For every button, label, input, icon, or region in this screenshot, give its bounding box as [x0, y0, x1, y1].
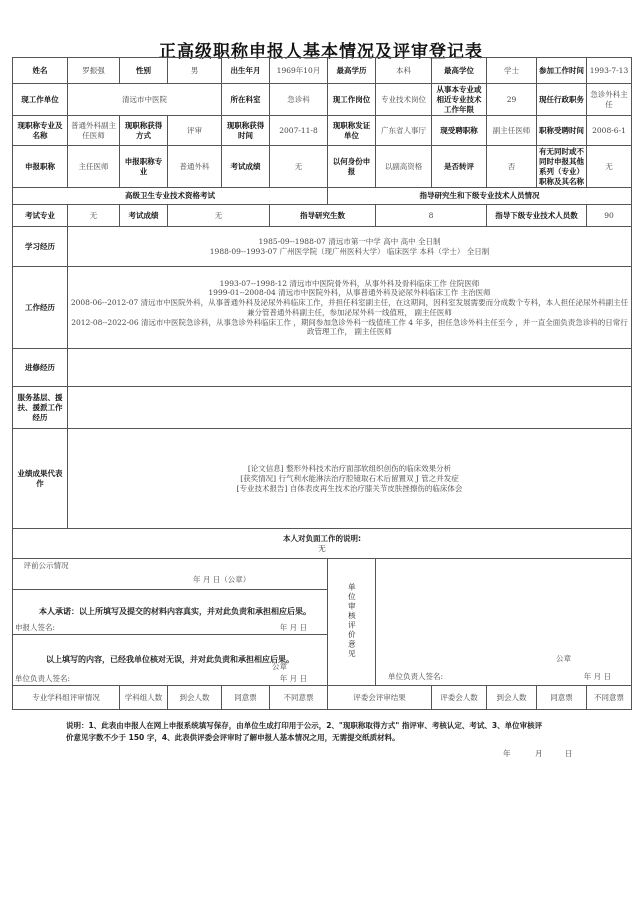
promise-date: 年 月 日	[279, 622, 307, 632]
unit-label: 现工作单位	[13, 84, 68, 116]
bottom-date-day: 日	[565, 749, 573, 758]
hired-title-label: 现受聘职称	[432, 116, 487, 146]
degree-label: 最高学位	[432, 58, 487, 84]
issuer-label: 现职称发证单位	[328, 116, 376, 146]
hired-time-label: 职称受聘时间	[537, 116, 587, 146]
negative-value: 无	[318, 543, 326, 553]
education-label: 最高学历	[328, 58, 376, 84]
row-basic-4	[13, 146, 632, 188]
identity-label: 以何身份申报	[328, 146, 376, 188]
work-line: 1993-07--1998-12 清远市中医院骨外科，从事外科及骨科临床工作 住院医师	[219, 278, 480, 288]
public-label: 评前公示情况	[23, 561, 69, 571]
years-label: 从事本专业或相近专业技术工作年限	[432, 84, 487, 116]
unit-review-label: 单位审核评价意见	[328, 559, 376, 686]
unit-review-signer: 单位负责人签名:	[388, 671, 444, 681]
unit-review-date: 年 月 日	[583, 671, 611, 681]
exam-score-label: 考试成绩	[120, 205, 168, 227]
achievement-line: [论文信息] 整形外科技术治疗面部软组织创伤的临床效果分析	[247, 464, 452, 474]
row-committee	[13, 686, 632, 710]
row-basic-1	[13, 58, 632, 84]
negative-content	[13, 529, 632, 559]
identity-value: 以副高资格	[376, 146, 432, 188]
unit-review-seal: 公章	[556, 653, 571, 663]
verify-date: 年 月 日	[279, 673, 307, 683]
public-date: 年 月 日（公章）	[193, 575, 251, 585]
promise-text: 本人承诺：以上所填写及提交的材料内容真实，并对此负责和承担相应后果。	[39, 607, 311, 617]
exam-value: 无	[270, 146, 328, 188]
work-line: 2008-06--2012-07 清远市中医院外科，从事普通外科及泌尿外科临床工作，并担任科室副主任，在这期间，因科室发展需要而分成数个专科，本人担任泌尿外科副主任兼分管普通外科副主任，参加泌尿外科一线值班， 副主任医师	[70, 298, 629, 317]
group-members: 学科组人数	[120, 686, 168, 710]
panel-review-label: 评委会评审结果	[328, 686, 432, 710]
unit-review-content	[376, 559, 632, 686]
transfer-value: 否	[487, 146, 537, 188]
verify-signer: 单位负责人签名:	[15, 673, 71, 683]
work-start-label: 参加工作时间	[537, 58, 587, 84]
group-agree: 同意票	[222, 686, 270, 710]
obtain-method-value: 评审	[168, 116, 222, 146]
obtain-method-label: 现职称获得方式	[120, 116, 168, 146]
group-present: 到会人数	[168, 686, 222, 710]
row-study	[13, 227, 632, 267]
junior-count-label: 指导下级专业技术人员数	[487, 205, 587, 227]
admin-value: 急诊外科主任	[587, 84, 632, 116]
panel-members: 评委会人数	[432, 686, 487, 710]
admin-label: 现任行政职务	[537, 84, 587, 116]
gender-label: 性别	[120, 58, 168, 84]
training-content	[68, 349, 632, 387]
post-label: 现工作岗位	[328, 84, 376, 116]
verify-content	[13, 635, 328, 686]
group-disagree: 不同意票	[270, 686, 328, 710]
post-value: 专业技术岗位	[376, 84, 432, 116]
notes-line-2: 价意见字数不少于 150 字，4、此表供评委会评审时了解申报人基本情况之用，无需提交纸质材料。	[66, 732, 400, 742]
exam-score-value: 无	[168, 205, 270, 227]
row-achievement	[13, 429, 632, 529]
work-start-value: 1993-7-13	[587, 58, 632, 84]
promise-signer: 申报人签名:	[15, 622, 56, 632]
degree-value: 学士	[487, 58, 537, 84]
bottom-date-month: 月	[535, 749, 543, 758]
public-content	[13, 559, 328, 590]
apply-major-value: 普通外科	[168, 146, 222, 188]
form-title: 正高级职称申报人基本情况及评审登记表	[159, 42, 483, 62]
achievement-label: 业绩成果代表作	[13, 429, 68, 529]
work-line: 1999-01--2008-04 清远市中医院外科，从事普通外科及泌尿外科临床工作 主治医师	[208, 288, 491, 298]
hired-title-value: 副主任医师	[487, 116, 537, 146]
other-series-label: 有无同时或不同时申报其他系列（专业）职称及其名称	[537, 146, 587, 188]
apply-major-label: 申报职称专业	[120, 146, 168, 188]
apply-title-label: 申报职称	[13, 146, 68, 188]
panel-agree: 同意票	[537, 686, 587, 710]
junior-count-value: 90	[587, 205, 632, 227]
dept-value: 急诊科	[270, 84, 328, 116]
row-basic-3	[13, 116, 632, 146]
achievement-content	[68, 429, 632, 529]
row-work	[13, 267, 632, 349]
exam-major-value: 无	[68, 205, 120, 227]
exam-major-label: 考试专业	[13, 205, 68, 227]
row-exam-guidance	[13, 205, 632, 227]
panel-disagree: 不同意票	[587, 686, 632, 710]
birth-value: 1969年10月	[270, 58, 328, 84]
exam-label: 考试成绩	[222, 146, 270, 188]
row-basic-2	[13, 84, 632, 116]
other-series-value: 无	[587, 146, 632, 188]
achievement-line: [专业技术报告] 自体表皮再生技术治疗膝关节皮肤挫擦伤的临床体会	[236, 483, 463, 493]
panel-present: 到会人数	[487, 686, 537, 710]
unit-value: 清远市中医院	[68, 84, 222, 116]
group-review-label: 专业学科组评审情况	[13, 686, 120, 710]
row-negative	[13, 529, 632, 559]
current-title-value: 普通外科副主任医师	[68, 116, 120, 146]
guidance-section-title: 指导研究生和下级专业技术人员情况	[328, 188, 632, 205]
dept-label: 所在科室	[222, 84, 270, 116]
study-line: 1985-09--1988-07 清远市第一中学 高中 高中 全日制	[258, 237, 441, 246]
notes-line-1: 说明：1、此表由申报人在网上申报系统填写保存，由单位生成打印用于公示，2、"现职称取得方式" 指评审、考核认定、考试、3、单位审核评	[66, 721, 543, 730]
verify-seal: 公章	[272, 661, 287, 671]
current-title-label: 现职称专业及名称	[13, 116, 68, 146]
exam-section-title: 高级卫生专业技术资格考试	[13, 188, 328, 205]
row-training	[13, 349, 632, 387]
study-line: 1988-09--1993-07 广州医学院（现广州医科大学） 临床医学 本科（学士） 全日制	[209, 246, 490, 256]
apply-title-value: 主任医师	[68, 146, 120, 188]
promise-content	[13, 590, 328, 635]
study-label: 学习经历	[13, 227, 68, 267]
study-content	[68, 227, 632, 267]
work-line: 2012-08--2022-06 清远市中医院急诊科，从事急诊外科临床工作 ，期间参加急诊外科一线值班工作 4 年多，担任急诊外科主任至今 ，并一直全面负责急诊科的日常行政管理工作， 副主任医师	[71, 317, 628, 337]
transfer-label: 是否转评	[432, 146, 487, 188]
training-label: 进修经历	[13, 349, 68, 387]
obtain-time-label: 现职称获得时间	[222, 116, 270, 146]
birth-label: 出生年月	[222, 58, 270, 84]
service-label: 服务基层、援扶、援派工作经历	[13, 387, 68, 429]
verify-text: 以上填写的内容，已经我单位核对无误，并对此负责和承担相应后果。	[46, 655, 294, 665]
registration-form	[12, 57, 632, 710]
grad-count-label: 指导研究生数	[270, 205, 376, 227]
service-content	[68, 387, 632, 429]
name-label: 姓名	[13, 58, 68, 84]
obtain-time-value: 2007-11-8	[270, 116, 328, 146]
notes	[66, 720, 626, 743]
hired-time-value: 2008-6-1	[587, 116, 632, 146]
issuer-value: 广东省人事厅	[376, 116, 432, 146]
achievement-line: [获奖情况] 行气利水能淋法治疗腔镜取石术后留置双 J 管之并发症	[240, 473, 459, 483]
row-service	[13, 387, 632, 429]
work-content	[68, 267, 632, 349]
education-value: 本科	[376, 58, 432, 84]
name-value: 罗振强	[68, 58, 120, 84]
row-section-headers	[13, 188, 632, 205]
work-label: 工作经历	[13, 267, 68, 349]
bottom-date-year: 年	[503, 749, 511, 758]
row-public	[13, 559, 632, 590]
gender-value: 男	[168, 58, 222, 84]
negative-label: 本人对负面工作的说明:	[283, 534, 361, 543]
years-value: 29	[487, 84, 537, 116]
grad-count-value: 8	[376, 205, 487, 227]
